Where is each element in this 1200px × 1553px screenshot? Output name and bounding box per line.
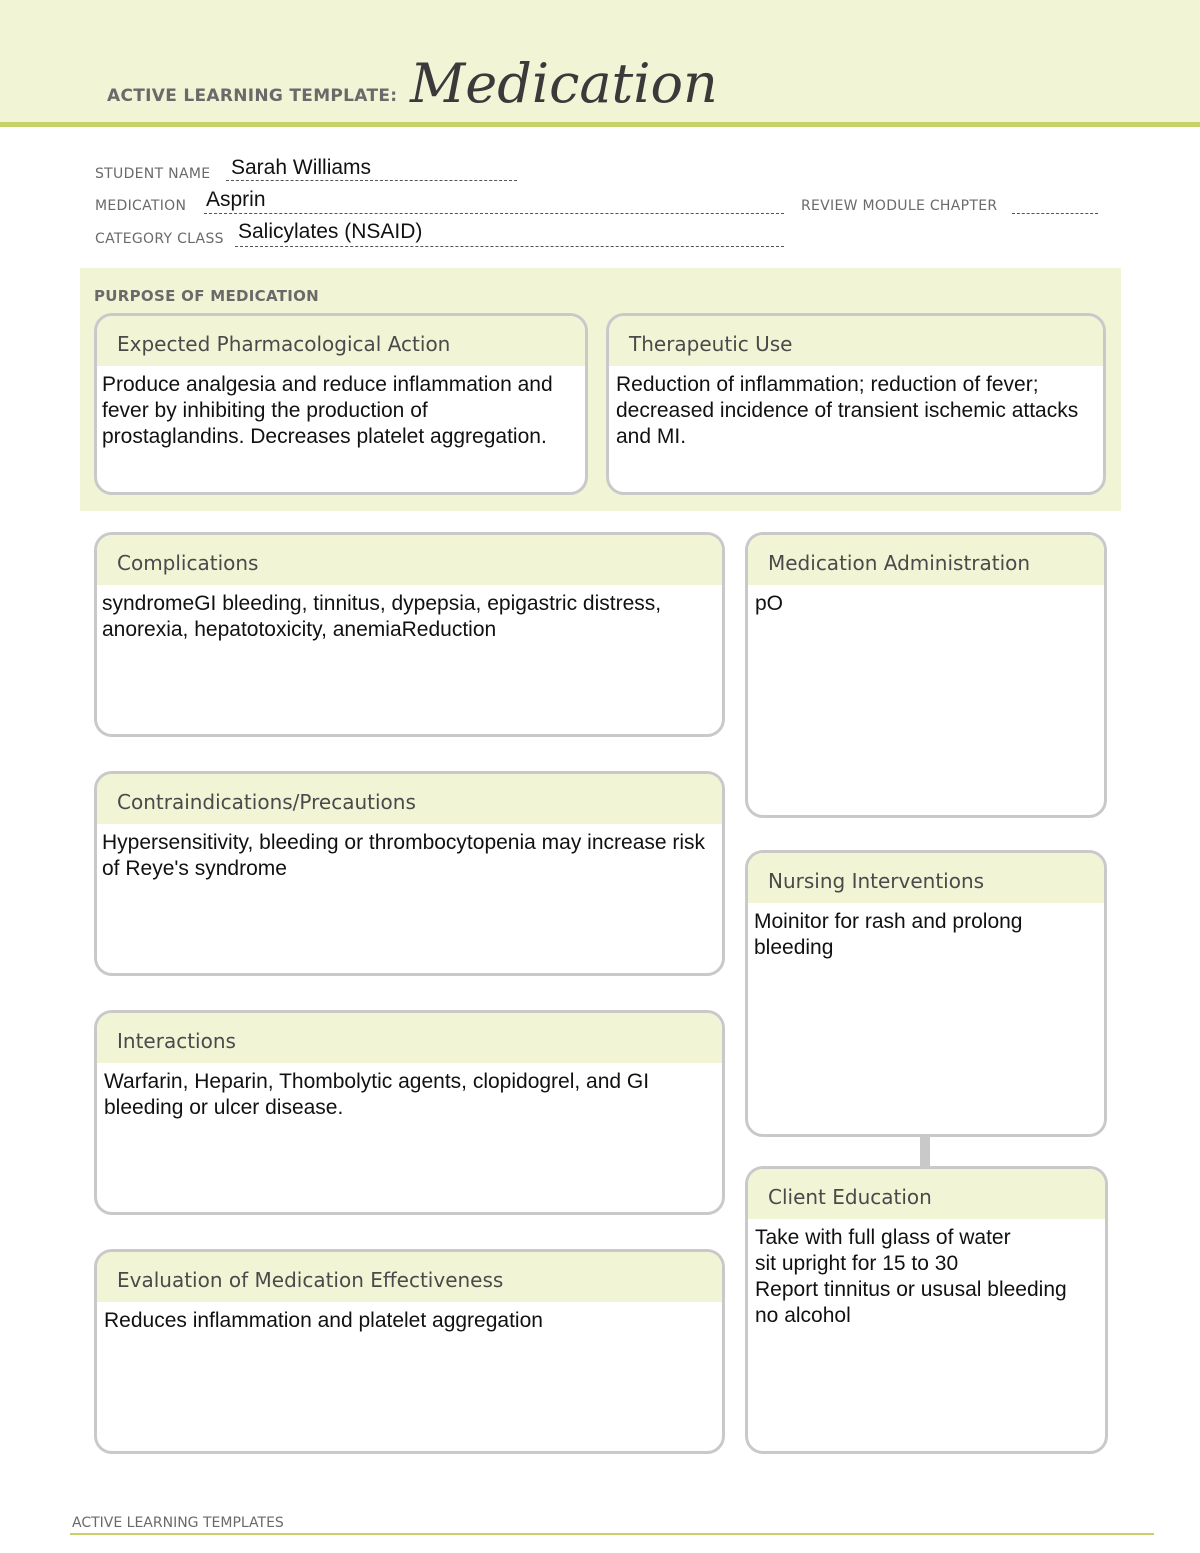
interactions-card xyxy=(94,1010,725,1215)
complications-card xyxy=(94,532,725,737)
header-rule xyxy=(0,122,1200,127)
template-label: ACTIVE LEARNING TEMPLATE: xyxy=(107,86,398,106)
nursing-interventions-text[interactable]: Moinitor for rash and prolong bleeding xyxy=(754,910,1023,959)
medication-field[interactable]: Asprin xyxy=(206,188,266,211)
medication-administration-card xyxy=(745,532,1107,818)
evaluation-title: Evaluation of Medication Effectiveness xyxy=(97,1252,722,1302)
interactions-title: Interactions xyxy=(97,1013,722,1063)
complications-title: Complications xyxy=(97,535,722,585)
card-connector xyxy=(920,1135,930,1167)
purpose-label: PURPOSE OF MEDICATION xyxy=(94,287,320,305)
therapeutic-use-title: Therapeutic Use xyxy=(609,316,1103,366)
medication-line xyxy=(204,213,784,214)
expected-action-card xyxy=(94,313,588,495)
complications-text[interactable]: syndromeGI bleeding, tinnitus, dypepsia, epigastric distress, anorexia, hepatotoxicity, anemiaReduction xyxy=(102,592,662,641)
nursing-interventions-title: Nursing Interventions xyxy=(748,853,1104,903)
medication-administration-title: Medication Administration xyxy=(748,535,1104,585)
medication-label: MEDICATION xyxy=(95,198,187,214)
therapeutic-use-card xyxy=(606,313,1106,495)
client-education-title: Client Education xyxy=(748,1169,1105,1219)
student-name-field[interactable]: Sarah Williams xyxy=(231,156,372,179)
nursing-interventions-card xyxy=(745,850,1107,1137)
expected-action-title: Expected Pharmacological Action xyxy=(97,316,585,366)
category-class-field[interactable]: Salicylates (NSAID) xyxy=(238,220,423,243)
contraindications-title: Contraindications/Precautions xyxy=(97,774,722,824)
medication-administration-text[interactable]: pO xyxy=(755,592,784,615)
page-title: Medication xyxy=(410,52,718,115)
category-class-line xyxy=(235,246,784,247)
footer-rule xyxy=(70,1533,1154,1535)
expected-action-text[interactable]: Produce analgesia and reduce inflammation and fever by inhibiting the production of prostaglandins. Decreases platelet aggregation. xyxy=(102,373,553,448)
contraindications-card xyxy=(94,771,725,976)
review-module-label: REVIEW MODULE CHAPTER xyxy=(801,198,998,214)
evaluation-card xyxy=(94,1249,725,1454)
review-module-field[interactable] xyxy=(1012,213,1098,214)
client-education-card xyxy=(745,1166,1108,1454)
student-name-line xyxy=(226,180,517,181)
interactions-text[interactable]: Warfarin, Heparin, Thombolytic agents, clopidogrel, and GI bleeding or ulcer disease. xyxy=(104,1070,650,1119)
client-education-text[interactable]: Take with full glass of water sit upright for 15 to 30 Report tinnitus or ususal bleeding no alcohol xyxy=(755,1226,1067,1327)
category-class-label: CATEGORY CLASS xyxy=(95,231,224,247)
contraindications-text[interactable]: Hypersensitivity, bleeding or thrombocytopenia may increase risk of Reye's syndrome xyxy=(102,831,706,880)
evaluation-text[interactable]: Reduces inflammation and platelet aggregation xyxy=(104,1309,543,1332)
footer-label: ACTIVE LEARNING TEMPLATES xyxy=(72,1515,284,1531)
therapeutic-use-text[interactable]: Reduction of inflammation; reduction of fever; decreased incidence of transient ischemic attacks and MI. xyxy=(616,373,1079,448)
student-name-label: STUDENT NAME xyxy=(95,166,211,182)
